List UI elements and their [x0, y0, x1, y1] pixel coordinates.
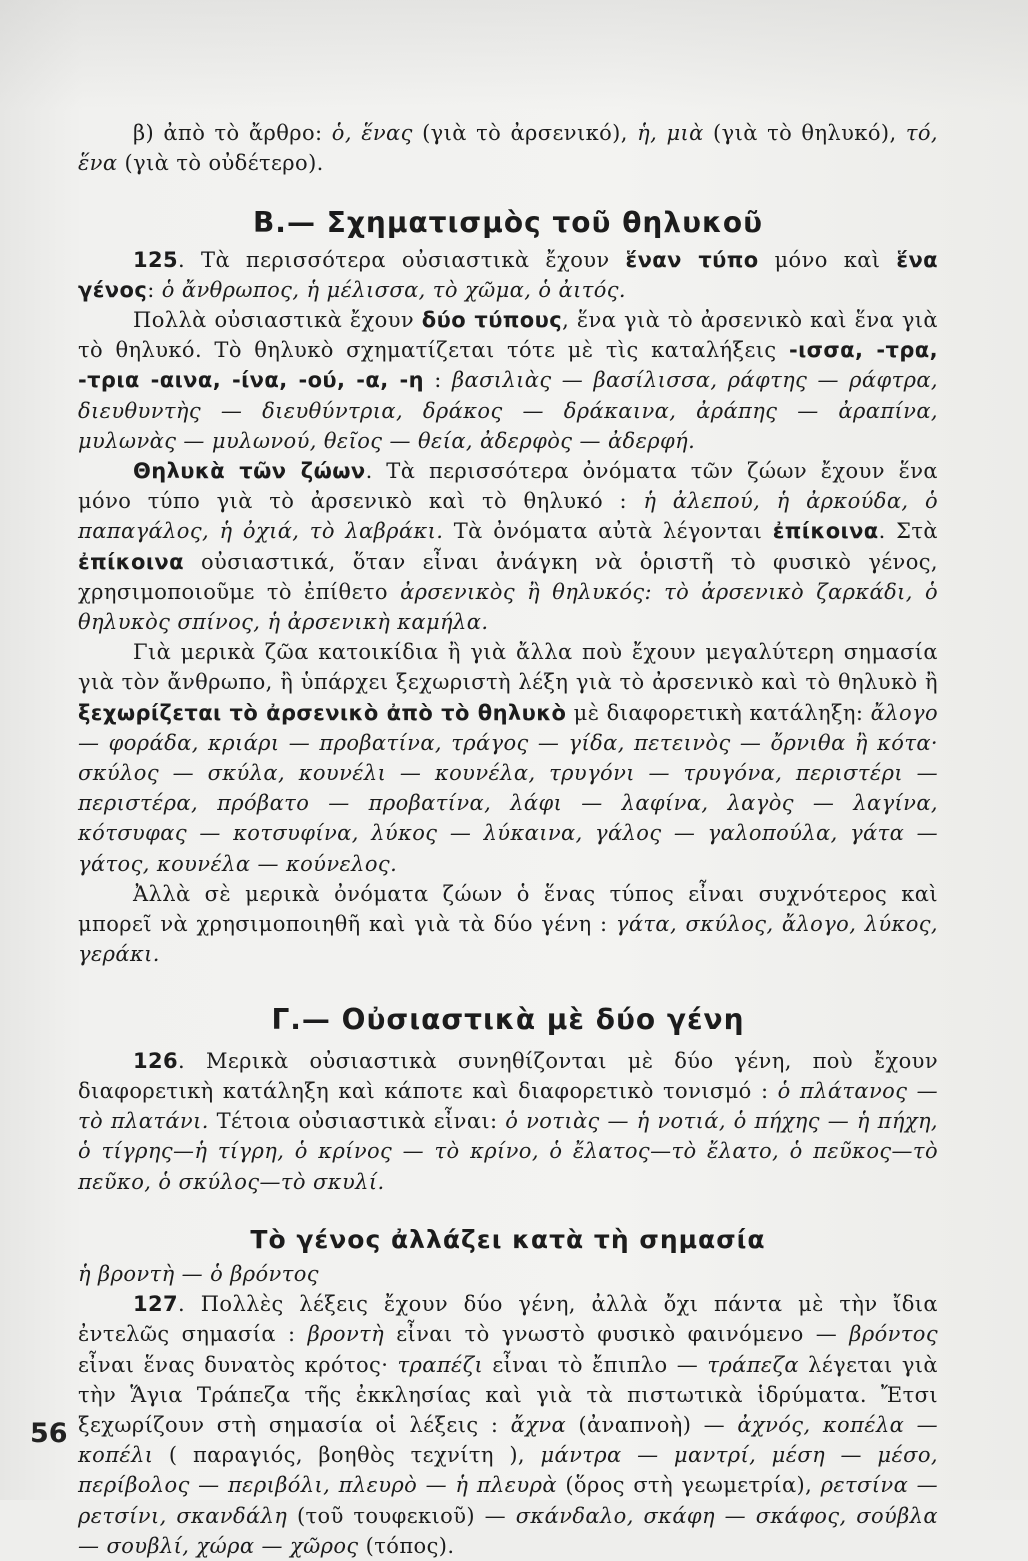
p127-text-j: (τόπος).: [358, 1533, 455, 1558]
p126-text-a: . Μερικὰ οὐσιαστικὰ συνηθίζονται μὲ δύο γένη, ποὺ ἔχουν διαφορετικὴ κατάληξη καὶ κάποτε καὶ διαφορετικὸ τονισμό :: [78, 1048, 938, 1103]
p3-text-b: Τὰ ὀνόματα αὐτὰ λέγονται: [443, 519, 773, 544]
section-meaning-heading: Τὸ γένος ἀλλάζει κατὰ τὴ σημασία: [250, 1224, 766, 1254]
p125-text-c: :: [147, 277, 162, 302]
item-b-text2: (γιὰ τὸ θηλυκό),: [703, 121, 906, 145]
p127-text-g: ( παραγιός, βοηθὸς τεχνίτη ),: [153, 1443, 541, 1468]
p125-bold-2: ἕνα γένος: [78, 247, 938, 302]
page-number: 56: [30, 1418, 68, 1449]
p2-text-a: Πολλὰ οὐσιαστικὰ ἔχουν: [133, 308, 422, 333]
p125-examples: ὁ ἄνθρωπος, ἡ μέλισσα, τὸ χῶμα, ὁ ἀιτός.: [161, 277, 626, 302]
p127-text-b: εἶναι τὸ γνωστὸ φυσικὸ φαινόμενο —: [384, 1322, 850, 1347]
p2-endings: -ισσα, -τρα, -τρια -αινα, -ίνα, -ού, -α, -η: [78, 338, 938, 393]
paragraph-common-form: [78, 879, 938, 970]
paragraph-number-126: 126: [133, 1048, 179, 1073]
page-content: [78, 118, 938, 1561]
paragraph-127: [78, 1289, 938, 1561]
p127-text-c: εἶναι ἕνας δυνατὸς κρότος·: [78, 1352, 398, 1377]
p3-text-d: οὐσιαστικά, ὅταν εἶναι ἀνάγκη νὰ ὁριστῆ τὸ φυσικὸ γένος, χρησιμοποιοῦμε τὸ ἐπίθετο: [78, 549, 938, 604]
p126-example-1: ὁ πλάτανος — τὸ πλατάνι.: [78, 1078, 938, 1134]
p127-italic-2: βρόντος: [849, 1322, 938, 1347]
paragraph-126: [78, 1046, 938, 1197]
p127-text-e: λέγεται γιὰ τὴν Ἅγια Τράπεζα τῆς ἐκκλησίας καὶ γιὰ τὰ πιστωτικὰ ἱδρύματα. Ἔτσι ξεχωρίζουν στὴ σημασία οἱ λέξεις :: [78, 1352, 938, 1437]
p126-text-b: Τέτοια οὐσιαστικὰ εἶναι:: [208, 1109, 506, 1134]
p3-bold-epicene: ἐπίκοινα: [772, 519, 879, 544]
p126-example-2: ὁ νοτιὰς — ἡ νοτιά, ὁ πήχης — ἡ πήχη, ὁ τίγρης—ἡ τίγρη, ὁ κρίνος — τὸ κρίνο, ὁ ἔλατος—τὸ ἔλατο, ὁ πεῦκος—τὸ πεῦκο, ὁ σκύλος—τὸ σκυλί.: [78, 1109, 939, 1194]
item-b-prefix: β) ἀπὸ τὸ ἄρθρο:: [133, 121, 332, 145]
p127-text-i: (τοῦ τουφεκιοῦ) —: [287, 1503, 516, 1528]
p127-italic-1: βροντὴ: [307, 1322, 385, 1347]
p3-italic-examples: ἀρσενικὸς ἢ θηλυκός: τὸ ἀρσενικὸ ζαρκάδι, ὁ θηλυκὸς σπίνος, ἡ ἀρσενικὴ καμήλα.: [78, 579, 938, 635]
p127-text-f: (ἀναπνοὴ) —: [566, 1412, 738, 1437]
item-b-ex2: ἡ, μιὰ: [637, 121, 704, 145]
p127-italic-5: ἄχνα: [510, 1412, 567, 1437]
p127-text-h: (ὅρος στὴ γεωμετρία),: [556, 1473, 821, 1498]
item-b-text1: (γιὰ τὸ ἀρσενικό),: [412, 121, 638, 145]
p2-text-b: , ἕνα γιὰ τὸ ἀρσενικὸ καὶ ἕνα γιὰ τὸ θηλυκό. Τὸ θηλυκὸ σχηματίζεται τότε μὲ τὶς καταλήξεις: [78, 308, 938, 363]
p3-text-c: . Στὰ: [878, 519, 938, 544]
p4-examples: ἄλογο — φοράδα, κριάρι — προβατίνα, τράγος — γίδα, πετεινὸς — ὄρνιθα ἢ κότα· σκύλος — σκύλα, κουνέλι — κουνέλα, τρυγόνι — τρυγόνα, περιστέρι — περιστέρα, πρόβατο — προβατίνα, λάφι — λαφίνα, λαγὸς — λαγίνα, κότσυφας — κοτσυφίνα, λύκος — λύκαινα, γάλος — γαλοπούλα, γάτα — γάτος, κουνέλα — κούνελος.: [78, 700, 938, 876]
p2-examples: βασιλιὰς — βασίλισσα, ράφτης — ράφτρα, διευθυντὴς — διευθύντρια, δράκος — δράκαινα, ἀράπης — ἀραπίνα, μυλωνὰς — μυλωνού, θεῖος — θεία, ἀδερφὸς — ἀδερφή.: [78, 368, 939, 453]
item-b-article: [78, 118, 938, 178]
p2-text-c: :: [423, 368, 452, 393]
item-b-text3: (γιὰ τὸ οὐδέτερο).: [117, 151, 324, 176]
section-meaning-subtitle: ἡ βροντὴ — ὁ βρόντος: [78, 1261, 319, 1286]
p127-italic-4: τράπεζα: [707, 1352, 799, 1377]
p127-text-a: . Πολλὲς λέξεις ἔχουν δύο γένη, ἀλλὰ ὄχι πάντα μὲ τὴν ἴδια ἐντελῶς σημασία :: [78, 1292, 938, 1347]
p127-italic-3: τραπέζι: [397, 1352, 484, 1377]
p125-text-b: μόνο καὶ: [758, 247, 897, 272]
p5-examples: γάτα, σκύλος, ἄλογο, λύκος, γεράκι.: [78, 912, 938, 967]
p127-italic-6: ἀχνός, κοπέλα — κοπέλι: [78, 1412, 938, 1468]
section-b-heading: Β.— Σχηματισμὸς τοῦ θηλυκοῦ: [252, 206, 764, 240]
paragraph-animal-feminines: [78, 456, 938, 637]
p3-bold-epicene-2: ἐπίκοινα: [78, 549, 184, 574]
paragraph-125: [78, 245, 938, 305]
p2-bold: δύο τύπους: [421, 308, 563, 333]
paragraph-number-127: 127: [133, 1292, 179, 1317]
item-b-ex1: ὁ, ἕνας: [331, 121, 413, 145]
p127-italic-8: ρετσίνα — ρετσίνι, σκανδάλη: [78, 1473, 938, 1528]
paragraph-two-types: [78, 305, 938, 456]
bleed-through-shadow: [0, 0, 1028, 110]
p125-text-a: . Τὰ περισσότερα οὐσιαστικὰ ἔχουν: [178, 247, 626, 272]
paragraph-number-125: 125: [133, 247, 179, 272]
p5-text-a: Ἀλλὰ σὲ μερικὰ ὀνόματα ζώων ὁ ἕνας τύπος εἶναι συχνότερος καὶ μπορεῖ νὰ χρησιμοποιηθῆ καὶ γιὰ τὰ δύο γένη :: [78, 881, 938, 937]
p4-text-b: μὲ διαφορετικὴ κατάληξη:: [566, 700, 871, 725]
p127-text-d: εἶναι τὸ ἔπιπλο —: [483, 1352, 708, 1377]
p3-bold-title: Θηλυκὰ τῶν ζώων: [133, 459, 366, 484]
section-g-heading: Γ.— Οὐσιαστικὰ μὲ δύο γένη: [271, 1003, 745, 1037]
p125-bold-1: ἕναν τύπο: [625, 247, 759, 272]
item-b-ex3: τό, ἕνα: [78, 121, 938, 176]
p3-text-a: . Τὰ περισσότερα ὀνόματα τῶν ζώων ἔχουν ἕνα μόνο τύπο γιὰ τὸ ἀρσενικὸ καὶ τὸ θηλυκό :: [78, 459, 938, 514]
paragraph-domestic-animals: [78, 637, 938, 879]
p127-italic-9: σκάνδαλο, σκάφη — σκάφος, σούβλα — σουβλί, χώρα — χῶρος: [78, 1503, 938, 1558]
p4-bold: ξεχωρίζεται τὸ ἀρσενικὸ ἀπὸ τὸ θηλυκὸ: [78, 700, 567, 725]
p127-italic-7: μάντρα — μαντρί, μέση — μέσο, περίβολος — περιβόλι, πλευρὸ — ἡ πλευρὰ: [78, 1443, 938, 1498]
p4-text-a: Γιὰ μερικὰ ζῶα κατοικίδια ἢ γιὰ ἄλλα ποὺ ἔχουν μεγαλύτερη σημασία γιὰ τὸν ἄνθρωπο, ἢ ὑπάρχει ξεχωριστὴ λέξη γιὰ τὸ ἀρσενικὸ καὶ τὸ θηλυκὸ ἢ: [78, 640, 938, 695]
p3-examples: ἡ ἀλεπού, ἡ ἀρκούδα, ὁ παπαγάλος, ἡ ὀχιά, τὸ λαβράκι.: [78, 489, 938, 544]
